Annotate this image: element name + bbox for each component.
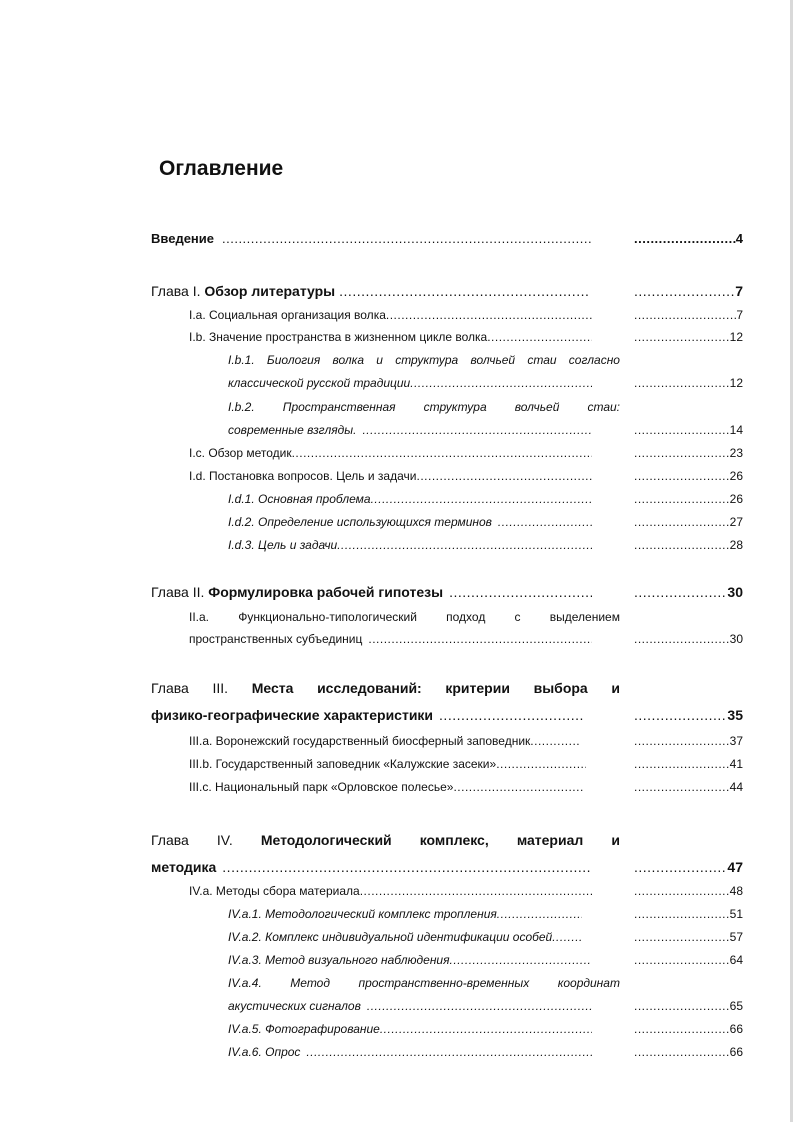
word: Места (251, 680, 294, 696)
page-number: 37 (729, 734, 743, 748)
chapter-title: Обзор литературы (204, 283, 336, 299)
word: волчьей (514, 400, 560, 414)
toc-subsection-justified-line (228, 400, 620, 414)
word: Функционально-типологический (238, 610, 417, 624)
word: подход (446, 610, 486, 624)
toc-chapter-3 (151, 707, 743, 727)
toc-label: акустических сигналов (228, 999, 361, 1013)
toc-chapter-4 (151, 859, 743, 879)
word: стаи (527, 353, 557, 367)
toc-subsection (228, 953, 743, 973)
word: Глава (151, 680, 189, 696)
word: комплекс, (419, 832, 489, 848)
word: IV.a.4. (228, 976, 262, 990)
toc-label: I.d.3. Цель и задачи (228, 538, 338, 552)
toc-subsection (228, 907, 743, 927)
chapter-title: Формулировка рабочей гипотезы (208, 584, 444, 600)
dot-leader (339, 283, 589, 299)
word: Биология (266, 353, 321, 367)
word: и (611, 832, 620, 848)
page-number: 30 (729, 632, 743, 646)
toc-chapter-3-justified-line (151, 680, 620, 696)
word: с (514, 610, 521, 624)
page-number: 51 (729, 907, 743, 921)
word: волчьей (470, 353, 516, 367)
chapter-title: физико-географические характеристики (151, 707, 434, 723)
word: исследований: (317, 680, 422, 696)
toc-subsection (228, 492, 743, 512)
page-number: 47 (727, 859, 743, 875)
dot-leader (222, 231, 592, 246)
word: Методологический (260, 832, 392, 848)
toc-section (189, 469, 743, 489)
toc-label: пространственных субъединиц (189, 632, 363, 646)
word: критерии (445, 680, 510, 696)
page-number: 41 (729, 757, 743, 771)
page-number: 44 (729, 780, 743, 794)
word: согласно (568, 353, 620, 367)
word: Глава (151, 832, 189, 848)
word: материал (516, 832, 584, 848)
toc-label: IV.a.5. Фотографирование (228, 1022, 380, 1036)
word: волка (332, 353, 365, 367)
toc-label: III.c. Национальный парк «Орловское полесье» (189, 780, 454, 794)
page-number: 64 (729, 953, 743, 967)
toc-label: I.c. Обзор методик (189, 446, 292, 460)
page-number: 35 (727, 707, 743, 723)
toc-chapter-2 (151, 584, 743, 604)
toc-label: III.b. Государственный заповедник «Калужские засеки» (189, 757, 497, 771)
toc-section (189, 734, 743, 754)
page-number: 57 (729, 930, 743, 944)
word: и (611, 680, 620, 696)
toc-section (189, 780, 743, 800)
page-number: 12 (729, 330, 743, 344)
toc-section (189, 632, 743, 652)
page-number: 14 (729, 423, 743, 437)
toc-label: I.d. Постановка вопросов. Цель и задачи (189, 469, 417, 483)
word: II.a. (189, 610, 210, 624)
toc-label: I.d.2. Определение использующихся терминов (228, 515, 492, 529)
page-number: 66 (729, 1022, 743, 1036)
word: и (376, 353, 383, 367)
word: IV. (216, 832, 233, 848)
word: Пространственная (282, 400, 396, 414)
page-number: 26 (729, 492, 743, 506)
page-number: 7 (736, 308, 743, 322)
toc-label: III.a. Воронежский государственный биосферный заповедник (189, 734, 531, 748)
page-number: 27 (729, 515, 743, 529)
toc-label: IV.a.2. Комплекс индивидуальной идентификации особей (228, 930, 553, 944)
page-number: 26 (729, 469, 743, 483)
word: I.b.2. (228, 400, 255, 414)
word: координат (557, 976, 620, 990)
toc-section-justified-line (189, 610, 620, 624)
toc-intro (151, 231, 743, 251)
toc-subsection (228, 376, 743, 396)
toc-subsection (228, 423, 743, 443)
toc-section (189, 757, 743, 777)
toc-subsection (228, 1045, 743, 1065)
word: пространственно-временных (358, 976, 530, 990)
toc-section (189, 308, 743, 328)
toc-subsection (228, 999, 743, 1019)
page-number: 48 (729, 884, 743, 898)
toc-subsection (228, 930, 743, 950)
page-number: 66 (729, 1045, 743, 1059)
toc-label: IV.a.6. Опрос (228, 1045, 301, 1059)
chapter-title: методика (151, 859, 217, 875)
word: структура (423, 400, 487, 414)
toc-subsection (228, 1022, 743, 1042)
page-number: 65 (729, 999, 743, 1013)
page-number: 7 (735, 283, 743, 299)
toc-label: I.d.1. Основная проблема (228, 492, 371, 506)
toc-label: современные взгляды. (228, 423, 357, 437)
toc-chapter-4-justified-line (151, 832, 620, 848)
toc-label: IV.a.3. Метод визуального наблюдения (228, 953, 450, 967)
chapter-prefix: Глава I. (151, 283, 201, 299)
word: выделением (549, 610, 620, 624)
page-number: 28 (729, 538, 743, 552)
page-title: Оглавление (159, 157, 284, 180)
toc-subsection (228, 515, 743, 535)
toc-section (189, 446, 743, 466)
toc-subsection-justified-line (228, 976, 620, 990)
toc-label: IV.a. Методы сбора материала (189, 884, 360, 898)
toc-label: классической русской традиции (228, 376, 411, 390)
toc-subsection (228, 538, 743, 558)
toc-label: I.a. Социальная организация волка (189, 308, 386, 322)
toc-label: IV.a.1. Методологический комплекс тропления (228, 907, 497, 921)
toc-chapter-1 (151, 283, 743, 303)
word: Метод (290, 976, 330, 990)
page-number: 4 (735, 231, 743, 246)
word: I.b.1. (228, 353, 255, 367)
toc-section (189, 330, 743, 350)
chapter-prefix: Глава II. (151, 584, 205, 600)
word: стаи: (587, 400, 620, 414)
word: III. (212, 680, 229, 696)
word: структура (395, 353, 459, 367)
page-number: 30 (727, 584, 743, 600)
toc-section (189, 884, 743, 904)
toc-label: Введение (151, 231, 214, 246)
word: выбора (533, 680, 588, 696)
page-number: 23 (729, 446, 743, 460)
toc-label: I.b. Значение пространства в жизненном цикле волка (189, 330, 488, 344)
page-number: 12 (729, 376, 743, 390)
toc-subsection-justified-line (228, 353, 620, 367)
